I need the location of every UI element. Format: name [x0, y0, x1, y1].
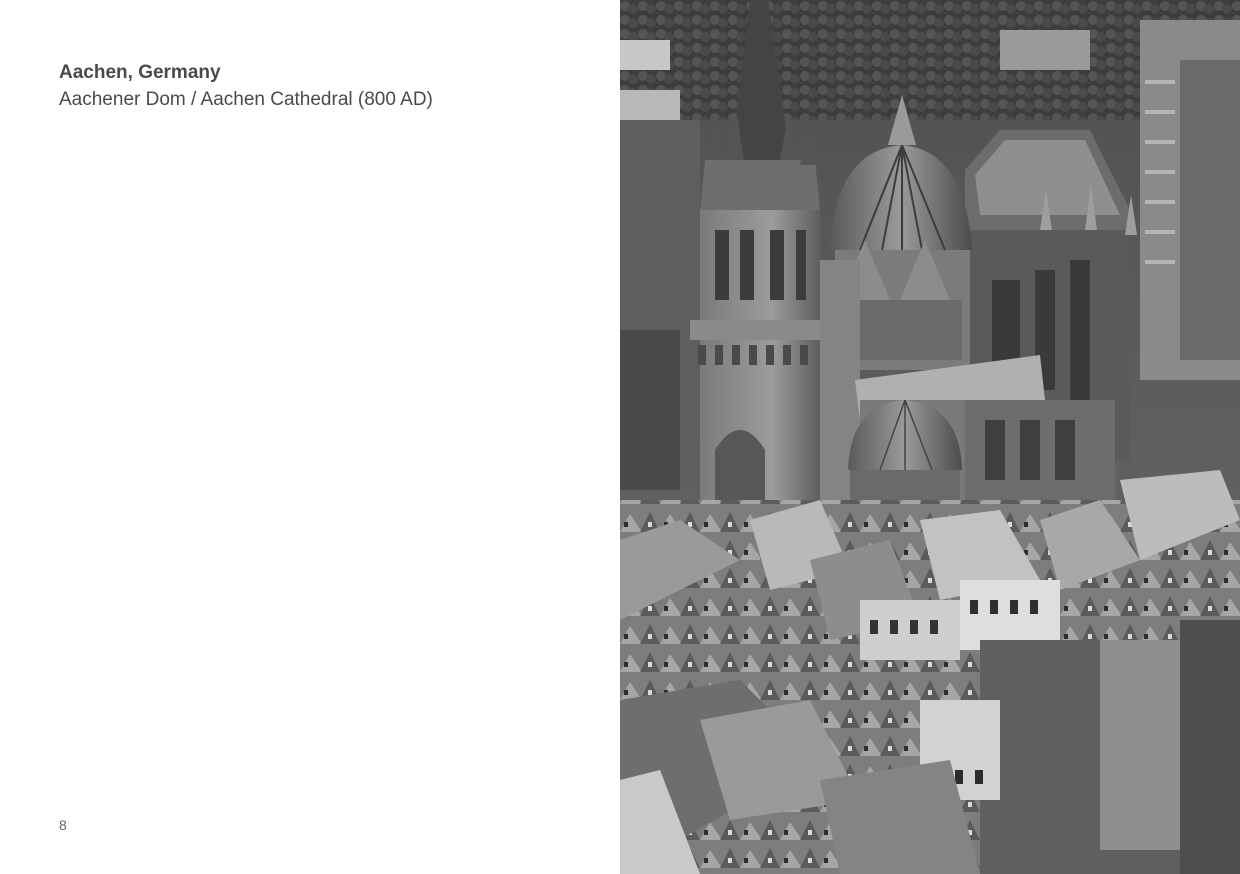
page-number: 8	[59, 817, 67, 833]
caption-block	[59, 61, 433, 115]
location-heading: Aachen, Germany	[59, 62, 221, 83]
building-subtitle: Aachener Dom / Aachen Cathedral (800 AD)	[59, 89, 433, 110]
cathedral-photo	[620, 0, 1240, 874]
